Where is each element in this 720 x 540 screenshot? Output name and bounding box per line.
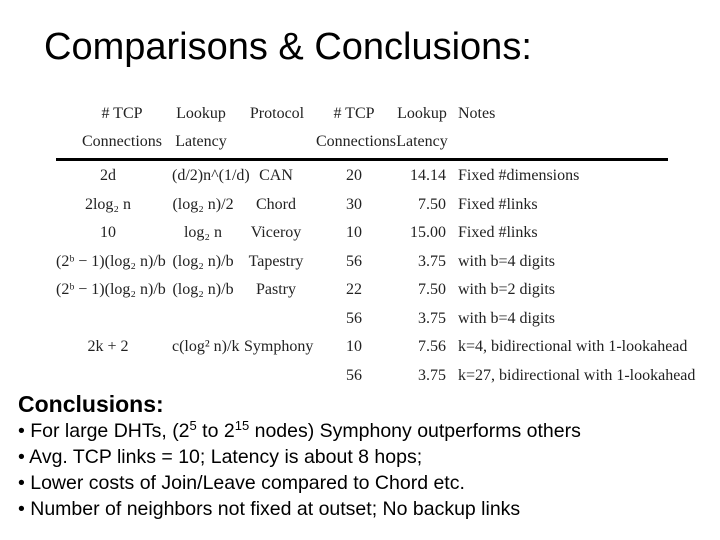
tcp-connections-cell: (2ᵇ − 1)(log₂ n)/b	[56, 252, 166, 270]
tcp-connections-cell: 2d	[100, 167, 116, 184]
conclusion-item: • Lower costs of Join/Leave compared to Chord etc.	[18, 472, 465, 494]
notes-cell: k=27, bidirectional with 1-lookahead	[458, 366, 696, 384]
protocol-cell	[244, 362, 308, 390]
lookup-latency-cell: 3.75	[418, 366, 446, 384]
lookup-latency-cell: log₂ n	[183, 224, 223, 241]
table-header-rule	[56, 158, 668, 161]
lookup-latency-cell: 3.75	[418, 252, 446, 270]
header-line: Connections	[82, 133, 162, 150]
header-line: # TCP	[333, 105, 375, 122]
notes-cell: Fixed #links	[458, 224, 538, 241]
tcp-connections-cell: 2log₂ n	[84, 195, 132, 213]
notes-cell: with b=4 digits	[458, 309, 556, 327]
protocol-cell: Viceroy	[250, 224, 302, 241]
lookup-latency-cell: 7.56	[418, 338, 446, 355]
conclusions-list	[18, 418, 708, 522]
lookup-latency-cell: 7.50	[418, 195, 446, 213]
notes-cell: Fixed #links	[458, 195, 538, 213]
tcp-connections-cell: 10	[100, 224, 116, 241]
lookup-latency-cell: (log₂ n)/b	[172, 252, 234, 270]
lookup-latency-cell	[172, 305, 234, 333]
header-line: # TCP	[101, 105, 143, 122]
protocol-cell: Chord	[256, 195, 296, 213]
protocol-cell: Symphony	[244, 338, 314, 355]
header-tcp-connections-1	[72, 100, 172, 156]
tcp-connections-cell: 56	[346, 309, 362, 327]
conclusions-heading: Conclusions:	[18, 391, 164, 417]
lookup-latency-cell: 14.14	[410, 167, 446, 184]
notes-cell: with b=2 digits	[458, 281, 556, 298]
lookup-latency-cell: (log₂ n)/b	[172, 281, 234, 298]
exponent: 5	[189, 418, 197, 433]
conclusion-item: • Avg. TCP links = 10; Latency is about 8 hops;	[18, 446, 423, 468]
text-segment: • For large DHTs, (2	[18, 420, 190, 442]
tcp-connections-cell: 10	[346, 224, 362, 241]
protocol-cell	[244, 305, 308, 333]
header-line: Lookup	[397, 105, 447, 122]
header-protocol	[242, 100, 312, 128]
header-line: Latency	[175, 133, 227, 150]
header-line: Connections	[316, 133, 396, 150]
protocol-cell: CAN	[259, 167, 293, 184]
tcp-connections-cell: 10	[346, 338, 362, 355]
header-line: Lookup	[176, 105, 226, 122]
tcp-connections-cell: 30	[346, 195, 362, 213]
header-notes	[458, 100, 498, 128]
header-line: Protocol	[249, 105, 305, 122]
conclusion-item	[18, 418, 708, 444]
notes-cell: Fixed #dimensions	[458, 167, 580, 184]
lookup-latency-cell: 15.00	[410, 224, 446, 241]
text-segment: to 2	[196, 420, 235, 442]
lookup-latency-cell: 3.75	[418, 309, 446, 327]
header-lookup-latency-2	[396, 100, 448, 156]
tcp-connections-cell: 56	[346, 252, 362, 270]
tcp-connections-cell	[56, 305, 160, 333]
notes-cell: k=4, bidirectional with 1-lookahead	[458, 338, 688, 355]
header-line: Notes	[458, 105, 496, 122]
lookup-latency-cell: (d/2)n^(1/d)	[172, 167, 250, 184]
notes-cell: with b=4 digits	[458, 252, 556, 270]
conclusion-item: • Number of neighbors not fixed at outset; No backup links	[18, 498, 521, 520]
text-segment: nodes) Symphony outperforms others	[249, 420, 581, 442]
header-line: Latency	[396, 133, 448, 150]
tcp-connections-cell: (2ᵇ − 1)(log₂ n)/b	[56, 281, 166, 298]
tcp-connections-cell: 20	[346, 167, 362, 184]
tcp-connections-cell: 22	[346, 281, 362, 298]
lookup-latency-cell: (log₂ n)/2	[172, 195, 234, 213]
protocol-cell: Pastry	[256, 281, 296, 298]
tcp-connections-cell: 2k + 2	[87, 338, 129, 355]
header-lookup-latency-1	[174, 100, 228, 156]
lookup-latency-cell	[172, 362, 234, 390]
slide-title: Comparisons & Conclusions:	[44, 26, 532, 68]
tcp-connections-cell: 56	[346, 366, 362, 384]
lookup-latency-cell: c(log² n)/k	[172, 338, 240, 355]
header-tcp-connections-2	[316, 100, 396, 156]
exponent: 15	[234, 418, 250, 433]
lookup-latency-cell: 7.50	[418, 281, 446, 298]
comparison-table	[56, 100, 696, 390]
protocol-cell: Tapestry	[248, 252, 304, 270]
tcp-connections-cell	[56, 362, 160, 390]
